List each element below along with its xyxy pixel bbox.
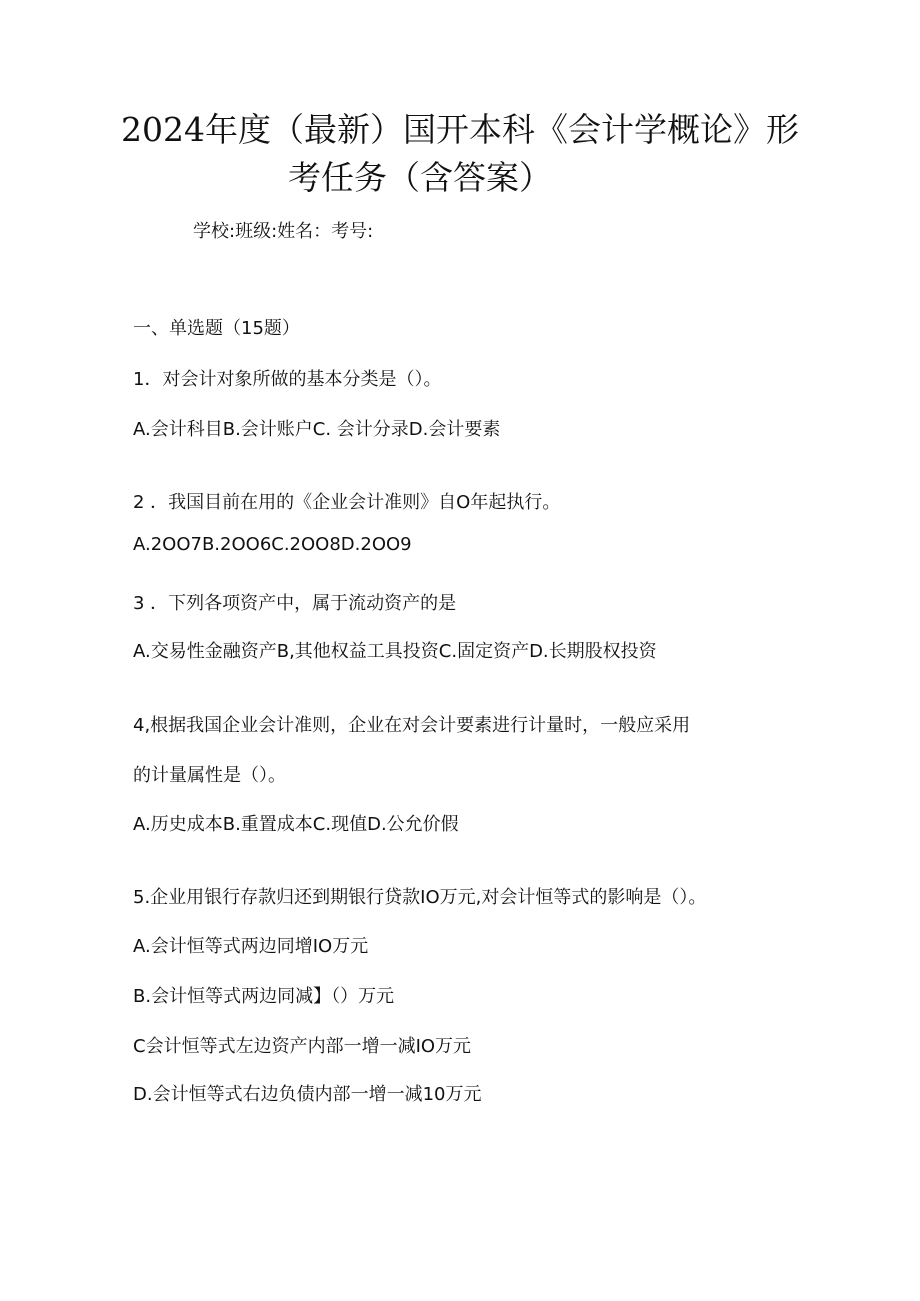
question-2-options: A.2OO7B.2OO6C.2OO8D.2OO9: [133, 534, 412, 555]
student-info-line: 学校:班级:姓名：考号:: [193, 221, 374, 242]
question-5-option-c: C会计恒等式左边资产内部一增一减IO万元: [133, 1036, 472, 1057]
question-4-stem-line-2: 的计量属性是（）。: [133, 765, 286, 786]
question-1-options: A.会计科目B.会计账户C. 会计分录D.会计要素: [133, 419, 501, 440]
question-4-stem-line-1: 4,根据我国企业会计准则，企业在对会计要素进行计量时，一般应采用: [133, 715, 691, 736]
question-5-option-a: A.会计恒等式两边同增IO万元: [133, 936, 369, 957]
question-4-options: A.历史成本B.重置成本C.现值D.公允价假: [133, 814, 459, 835]
question-5-option-d: D.会计恒等式右边负债内部一增一减10万元: [133, 1084, 482, 1105]
question-3-stem: 3 ．下列各项资产中，属于流动资产的是: [133, 593, 457, 614]
document-title-line-1: 2024年度（最新）国开本科《会计学概论》形: [121, 110, 799, 149]
question-2-stem: 2 ．我国目前在用的《企业会计准则》自O年起执行。: [133, 492, 561, 513]
document-title-line-2: 考任务（含答案）: [288, 158, 552, 197]
question-5-option-b: B.会计恒等式两边同减】（）万元: [133, 986, 395, 1007]
section-heading: 一、单选题（15题）: [133, 318, 300, 339]
question-1-stem: 1．对会计对象所做的基本分类是（）。: [133, 369, 442, 390]
question-5-stem: 5.企业用银行存款归还到期银行贷款IO万元,对会计恒等式的影响是（）。: [133, 887, 707, 908]
question-3-options: A.交易性金融资产B,其他权益工具投资C.固定资产D.长期股权投资: [133, 641, 657, 662]
